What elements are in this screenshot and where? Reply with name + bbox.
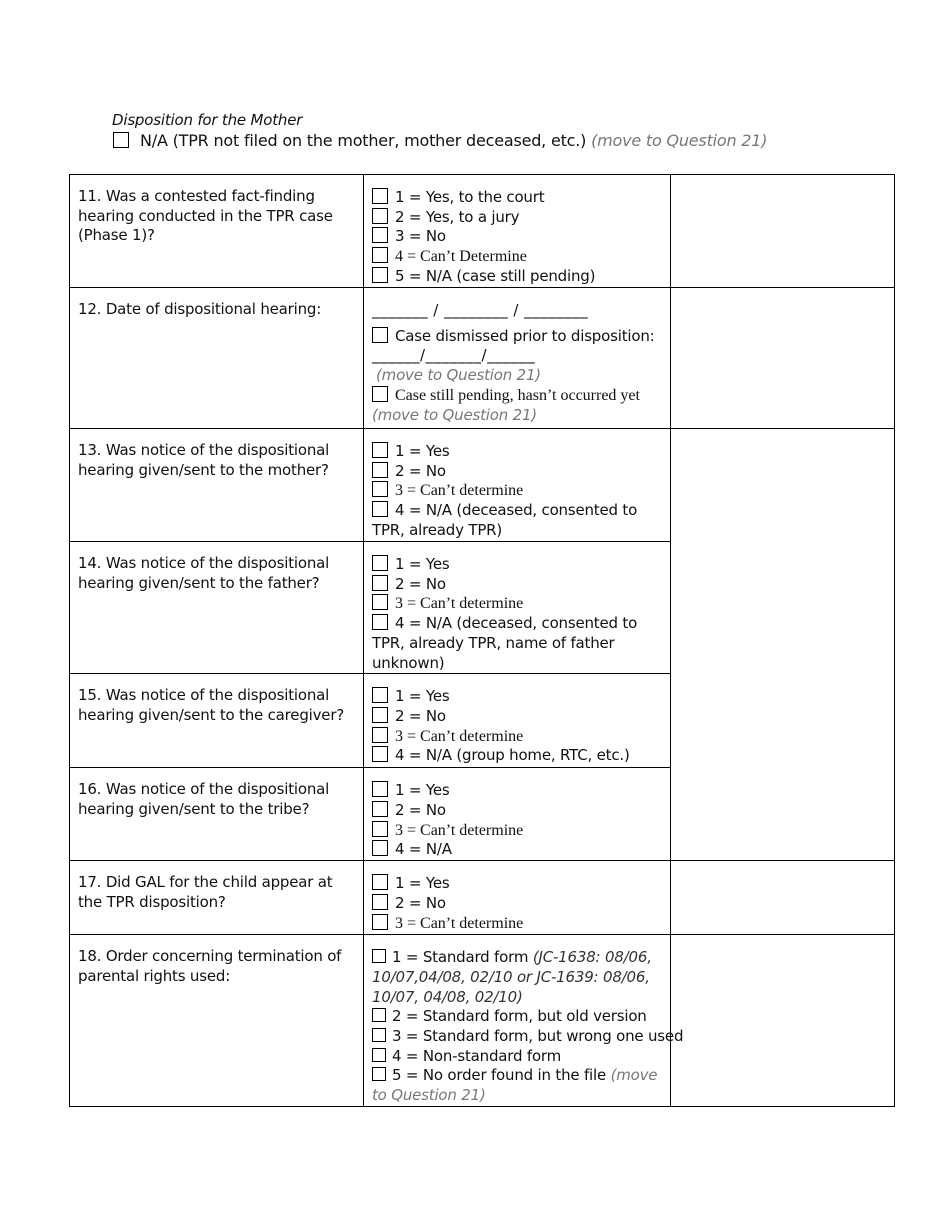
checkbox[interactable] xyxy=(372,614,388,630)
option-label: 3 = Standard form, but wrong one used xyxy=(392,1027,684,1046)
option-label: 1 = Yes xyxy=(395,781,450,800)
move-note: (move to Question 21) xyxy=(372,1066,658,1105)
question-14: 14. Was notice of the dispositional hearing given/sent to the father? xyxy=(70,542,364,674)
option-label: 4 = N/A (group home, RTC, etc.) xyxy=(395,746,630,765)
na-move-note: (move to Question 21) xyxy=(591,131,768,150)
question-16: 16. Was notice of the dispositional hearing given/sent to the tribe? xyxy=(70,768,364,861)
checkbox[interactable] xyxy=(372,481,388,497)
option-label: 3 = Can’t determine xyxy=(395,914,524,932)
move-note: (move to Question 21) xyxy=(376,366,541,385)
checkbox[interactable] xyxy=(372,555,388,571)
option-label: 2 = No xyxy=(395,800,446,819)
option-label: 4 = N/A xyxy=(395,840,452,859)
option-label: 5 = N/A (case still pending) xyxy=(395,266,596,285)
option-label: 4 = Can’t Determine xyxy=(395,248,527,266)
question-18: 18. Order concerning termination of parental rights used: xyxy=(70,935,364,1107)
question-17: 17. Did GAL for the child appear at the TPR disposition? xyxy=(70,861,364,935)
checkbox[interactable] xyxy=(372,575,388,591)
answers-12 xyxy=(364,288,671,429)
option-label: 2 = No xyxy=(395,706,446,725)
option-label: 4 = N/A (deceased, consented to TPR, already TPR) xyxy=(372,501,638,539)
notes-cell[interactable] xyxy=(671,861,895,935)
checkbox[interactable] xyxy=(372,327,388,343)
notes-cell[interactable] xyxy=(671,175,895,288)
checkbox[interactable] xyxy=(372,746,388,762)
table-row xyxy=(70,175,895,288)
notes-cell[interactable] xyxy=(671,288,895,429)
notes-cell[interactable] xyxy=(671,429,895,861)
option-label: 3 = Can’t determine xyxy=(395,482,524,500)
option-label: 2 = No xyxy=(395,893,446,912)
section-title: Disposition for the Mother xyxy=(112,111,303,129)
question-12: 12. Date of dispositional hearing: xyxy=(70,288,364,429)
option-label: 1 = Yes, to the court xyxy=(395,188,545,206)
option-label: 1 = Yes xyxy=(395,874,450,893)
na-checkbox[interactable] xyxy=(113,132,129,148)
date-blank[interactable]: _______ / ________ / ________ xyxy=(372,301,589,319)
question-11: 11. Was a contested fact-finding hearing conducted in the TPR case (Phase 1)? xyxy=(70,175,364,288)
table-row xyxy=(70,429,895,542)
checkbox[interactable] xyxy=(372,386,388,402)
table-row xyxy=(70,861,895,935)
option-label: 3 = No xyxy=(395,227,446,246)
dismissed-date-blank[interactable]: ______/_______/______ xyxy=(372,346,536,365)
checkbox[interactable] xyxy=(372,188,388,204)
notes-cell[interactable] xyxy=(671,935,895,1107)
checkbox[interactable] xyxy=(372,442,388,458)
checkbox[interactable] xyxy=(372,840,388,856)
checkbox[interactable] xyxy=(372,781,388,797)
answers-14 xyxy=(364,542,671,674)
option-label: 5 = No order found in the file xyxy=(392,1066,607,1085)
question-13: 13. Was notice of the dispositional hearing given/sent to the mother? xyxy=(70,429,364,542)
checkbox[interactable] xyxy=(372,501,388,517)
option-label: 4 = N/A (deceased, consented to TPR, already TPR, name of father unknown) xyxy=(372,614,638,672)
checkbox[interactable] xyxy=(372,208,388,224)
checkbox[interactable] xyxy=(372,914,388,930)
form-numbers: (JC-1638: 08/06, 10/07,04/08, 02/10 or JC-1639: 08/06, 10/07, 04/08, 02/10) xyxy=(372,948,652,1006)
option-label: 1 = Yes xyxy=(395,687,450,706)
answers-18 xyxy=(364,935,684,1107)
checkbox[interactable] xyxy=(372,894,388,910)
checkbox[interactable] xyxy=(372,1008,386,1022)
checkbox[interactable] xyxy=(372,1048,386,1062)
option-label: 2 = No xyxy=(395,574,446,593)
answers-16 xyxy=(364,768,671,861)
checkbox[interactable] xyxy=(372,874,388,890)
option-label: 4 = Non-standard form xyxy=(392,1046,562,1065)
questionnaire-table xyxy=(69,174,895,1107)
option-label: 2 = Standard form, but old version xyxy=(392,1007,647,1026)
na-option xyxy=(113,131,767,150)
checkbox[interactable] xyxy=(372,1028,386,1042)
checkbox[interactable] xyxy=(372,707,388,723)
checkbox[interactable] xyxy=(372,727,388,743)
checkbox[interactable] xyxy=(372,687,388,703)
checkbox[interactable] xyxy=(372,267,388,283)
option-label: 1 = Yes xyxy=(395,442,450,460)
checkbox[interactable] xyxy=(372,247,388,263)
checkbox[interactable] xyxy=(372,594,388,610)
table-row xyxy=(70,935,895,1107)
checkbox[interactable] xyxy=(372,801,388,817)
answers-15 xyxy=(364,674,671,768)
checkbox[interactable] xyxy=(372,1067,386,1081)
answers-17 xyxy=(364,861,671,935)
checkbox[interactable] xyxy=(372,821,388,837)
pending-label: Case still pending, hasn’t occurred yet xyxy=(395,386,640,404)
move-note: (move to Question 21) xyxy=(372,405,537,424)
option-label: 3 = Can’t determine xyxy=(395,821,524,839)
option-label: 2 = Yes, to a jury xyxy=(395,207,520,226)
option-label: 2 = No xyxy=(395,461,446,480)
answers-11 xyxy=(364,175,671,288)
dismissed-label: Case dismissed prior to disposition: xyxy=(395,326,655,345)
na-label: N/A (TPR not filed on the mother, mother deceased, etc.) xyxy=(140,131,587,150)
checkbox[interactable] xyxy=(372,462,388,478)
table-row xyxy=(70,288,895,429)
question-15: 15. Was notice of the dispositional hearing given/sent to the caregiver? xyxy=(70,674,364,768)
option-label: 1 = Standard form xyxy=(392,948,529,967)
option-label: 3 = Can’t determine xyxy=(395,727,524,745)
option-label: 1 = Yes xyxy=(395,555,450,573)
option-label: 3 = Can’t determine xyxy=(395,595,524,613)
checkbox[interactable] xyxy=(372,227,388,243)
answers-13 xyxy=(364,429,671,542)
checkbox[interactable] xyxy=(372,949,386,963)
